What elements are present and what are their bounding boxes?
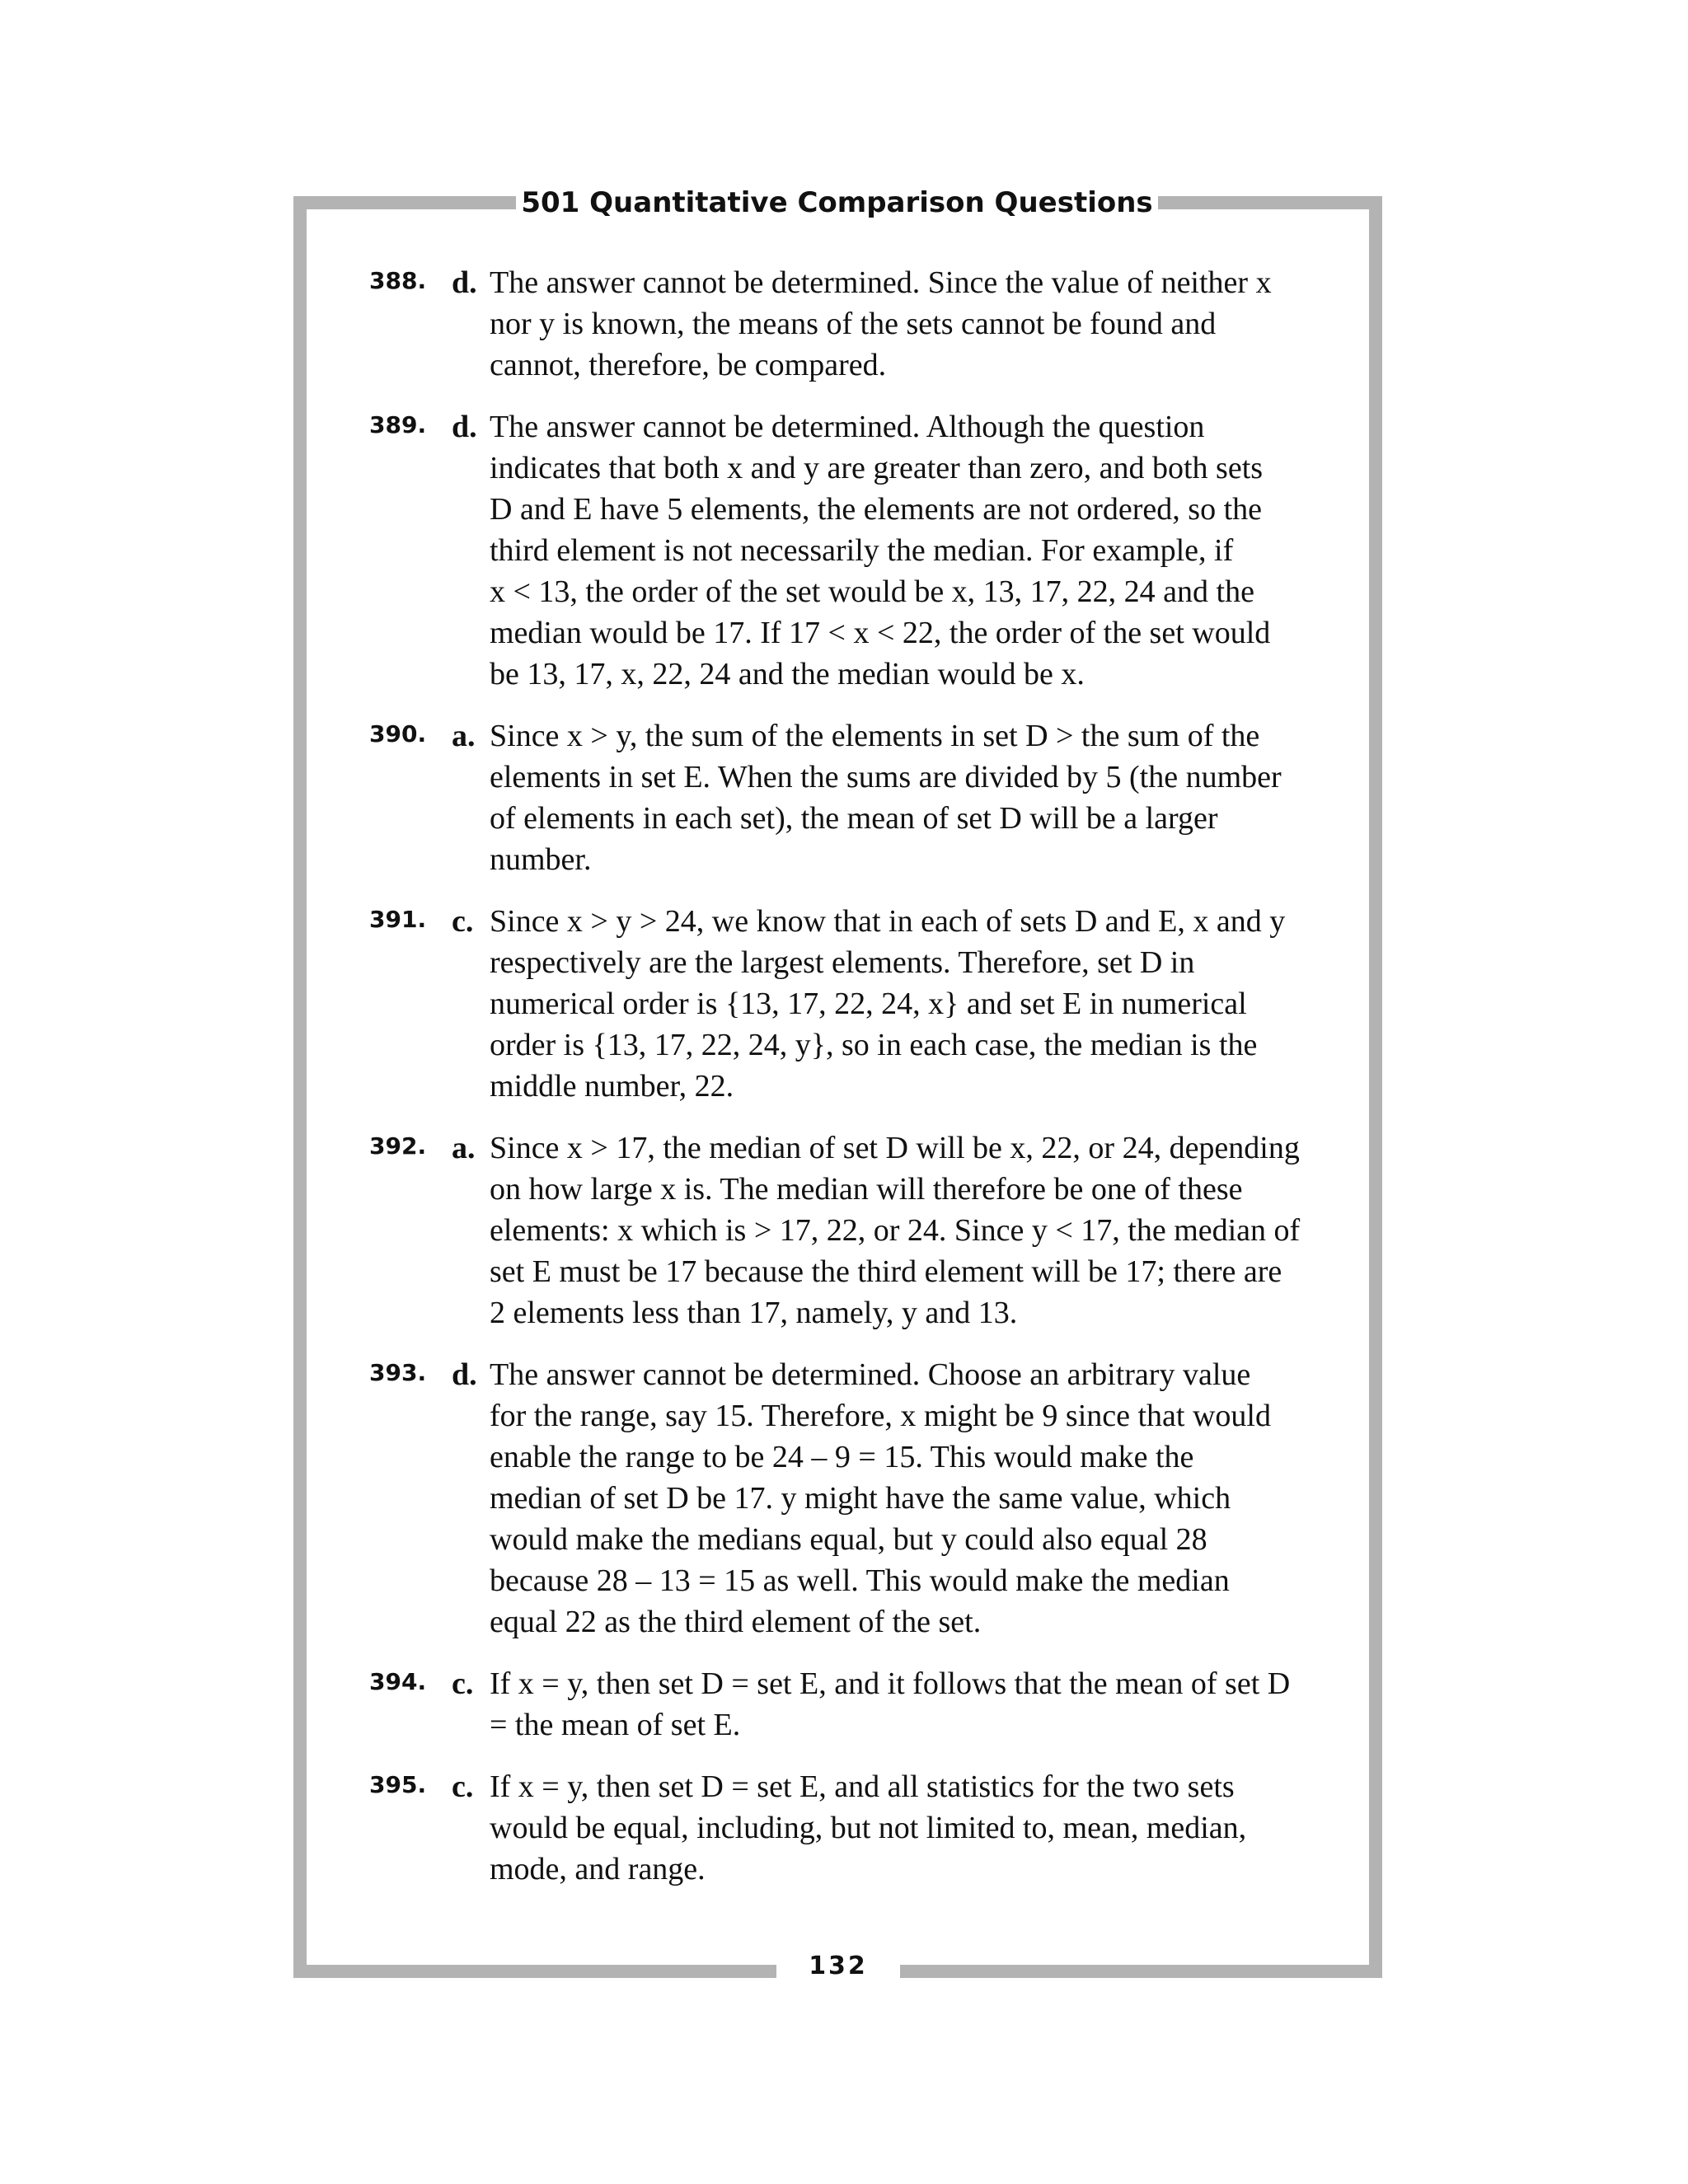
explanation-line: Since x > 17, the median of set D will be x, 22, or 24, depending [490, 1131, 1300, 1165]
explanation-line: = the mean of set E. [490, 1708, 741, 1742]
explanation-line: If x = y, then set D = set E, and it follows that the mean of set D [490, 1666, 1291, 1701]
frame-right-bar [1369, 196, 1382, 1978]
explanation-line: numerical order is {13, 17, 22, 24, x} and set E in numerical [490, 987, 1247, 1021]
explanation-line: on how large x is. The median will therefore be one of these [490, 1172, 1243, 1207]
explanation-line: nor y is known, the means of the sets cannot be found and [490, 307, 1217, 341]
explanation-line: would make the medians equal, but y could also equal 28 [490, 1522, 1207, 1557]
page-number: 132 [809, 1952, 868, 1980]
explanation-line: respectively are the largest elements. Therefore, set D in [490, 945, 1195, 980]
answer-explanation [490, 406, 1325, 695]
question-number: 392. [369, 1132, 427, 1160]
answer-letter: d. [452, 410, 477, 444]
explanation-line: median would be 17. If 17 < x < 22, the order of the set would [490, 616, 1271, 650]
answer-item [369, 901, 1325, 1107]
answer-explanation [490, 1766, 1325, 1890]
answer-letter: d. [452, 1357, 477, 1392]
explanation-line: indicates that both x and y are greater than zero, and both sets [490, 451, 1264, 485]
explanation-line: The answer cannot be determined. Although the question [490, 410, 1205, 444]
frame-left-bar [293, 196, 307, 1978]
answer-list [369, 262, 1325, 1910]
answer-item [369, 406, 1325, 695]
answer-item [369, 1354, 1325, 1643]
frame-bottom-right-bar [900, 1965, 1382, 1978]
explanation-line: would be equal, including, but not limited to, mean, median, [490, 1811, 1247, 1845]
explanation-line: Since x > y > 24, we know that in each of sets D and E, x and y [490, 904, 1286, 939]
question-number: 388. [369, 267, 427, 294]
page-header-title: 501 Quantitative Comparison Questions [521, 186, 1153, 219]
explanation-line: enable the range to be 24 – 9 = 15. This would make the [490, 1440, 1194, 1474]
explanation-line: third element is not necessarily the median. For example, if [490, 533, 1234, 568]
explanation-line: mode, and range. [490, 1852, 706, 1886]
answer-letter: a. [452, 719, 476, 753]
answer-item [369, 715, 1325, 880]
explanation-line: for the range, say 15. Therefore, x might be 9 since that would [490, 1399, 1271, 1433]
answer-explanation [490, 262, 1325, 386]
explanation-line: cannot, therefore, be compared. [490, 348, 887, 382]
explanation-line: middle number, 22. [490, 1069, 734, 1104]
answer-explanation [490, 715, 1325, 880]
question-number: 394. [369, 1668, 427, 1695]
explanation-line: Since x > y, the sum of the elements in set D > the sum of the [490, 719, 1260, 753]
answer-letter: d. [452, 265, 477, 300]
answer-letter: c. [452, 1666, 474, 1701]
explanation-line: because 28 – 13 = 15 as well. This would make the median [490, 1563, 1230, 1598]
explanation-line: If x = y, then set D = set E, and all statistics for the two sets [490, 1769, 1235, 1804]
explanation-line: The answer cannot be determined. Choose an arbitrary value [490, 1357, 1251, 1392]
question-number: 391. [369, 906, 427, 933]
answer-item [369, 1127, 1325, 1333]
explanation-line: number. [490, 842, 592, 877]
explanation-line: median of set D be 17. y might have the same value, which [490, 1481, 1231, 1516]
explanation-line: of elements in each set), the mean of set D will be a larger [490, 801, 1218, 836]
explanation-line: 2 elements less than 17, namely, y and 13. [490, 1296, 1018, 1330]
answer-explanation [490, 901, 1325, 1107]
answer-item [369, 262, 1325, 386]
frame-bottom-left-bar [293, 1965, 776, 1978]
explanation-line: equal 22 as the third element of the set. [490, 1605, 982, 1639]
explanation-line: D and E have 5 elements, the elements are not ordered, so the [490, 492, 1262, 527]
answer-item [369, 1663, 1325, 1746]
answer-explanation [490, 1354, 1325, 1643]
frame-top-right-bar [1158, 196, 1382, 209]
explanation-line: x < 13, the order of the set would be x, 13, 17, 22, 24 and the [490, 574, 1254, 609]
explanation-line: elements in set E. When the sums are divided by 5 (the number [490, 760, 1282, 794]
answer-explanation [490, 1127, 1325, 1333]
question-number: 390. [369, 720, 427, 748]
answer-explanation [490, 1663, 1325, 1746]
explanation-line: The answer cannot be determined. Since the value of neither x [490, 265, 1272, 300]
answer-letter: c. [452, 904, 474, 939]
explanation-line: be 13, 17, x, 22, 24 and the median would be x. [490, 657, 1085, 691]
explanation-line: elements: x which is > 17, 22, or 24. Since y < 17, the median of [490, 1213, 1301, 1248]
frame-top-left-bar [293, 196, 516, 209]
question-number: 393. [369, 1359, 427, 1386]
question-number: 389. [369, 411, 427, 438]
explanation-line: set E must be 17 because the third element will be 17; there are [490, 1254, 1282, 1289]
answer-letter: a. [452, 1131, 476, 1165]
answer-letter: c. [452, 1769, 474, 1804]
question-number: 395. [369, 1771, 427, 1798]
explanation-line: order is {13, 17, 22, 24, y}, so in each case, the median is the [490, 1028, 1258, 1062]
answer-item [369, 1766, 1325, 1890]
